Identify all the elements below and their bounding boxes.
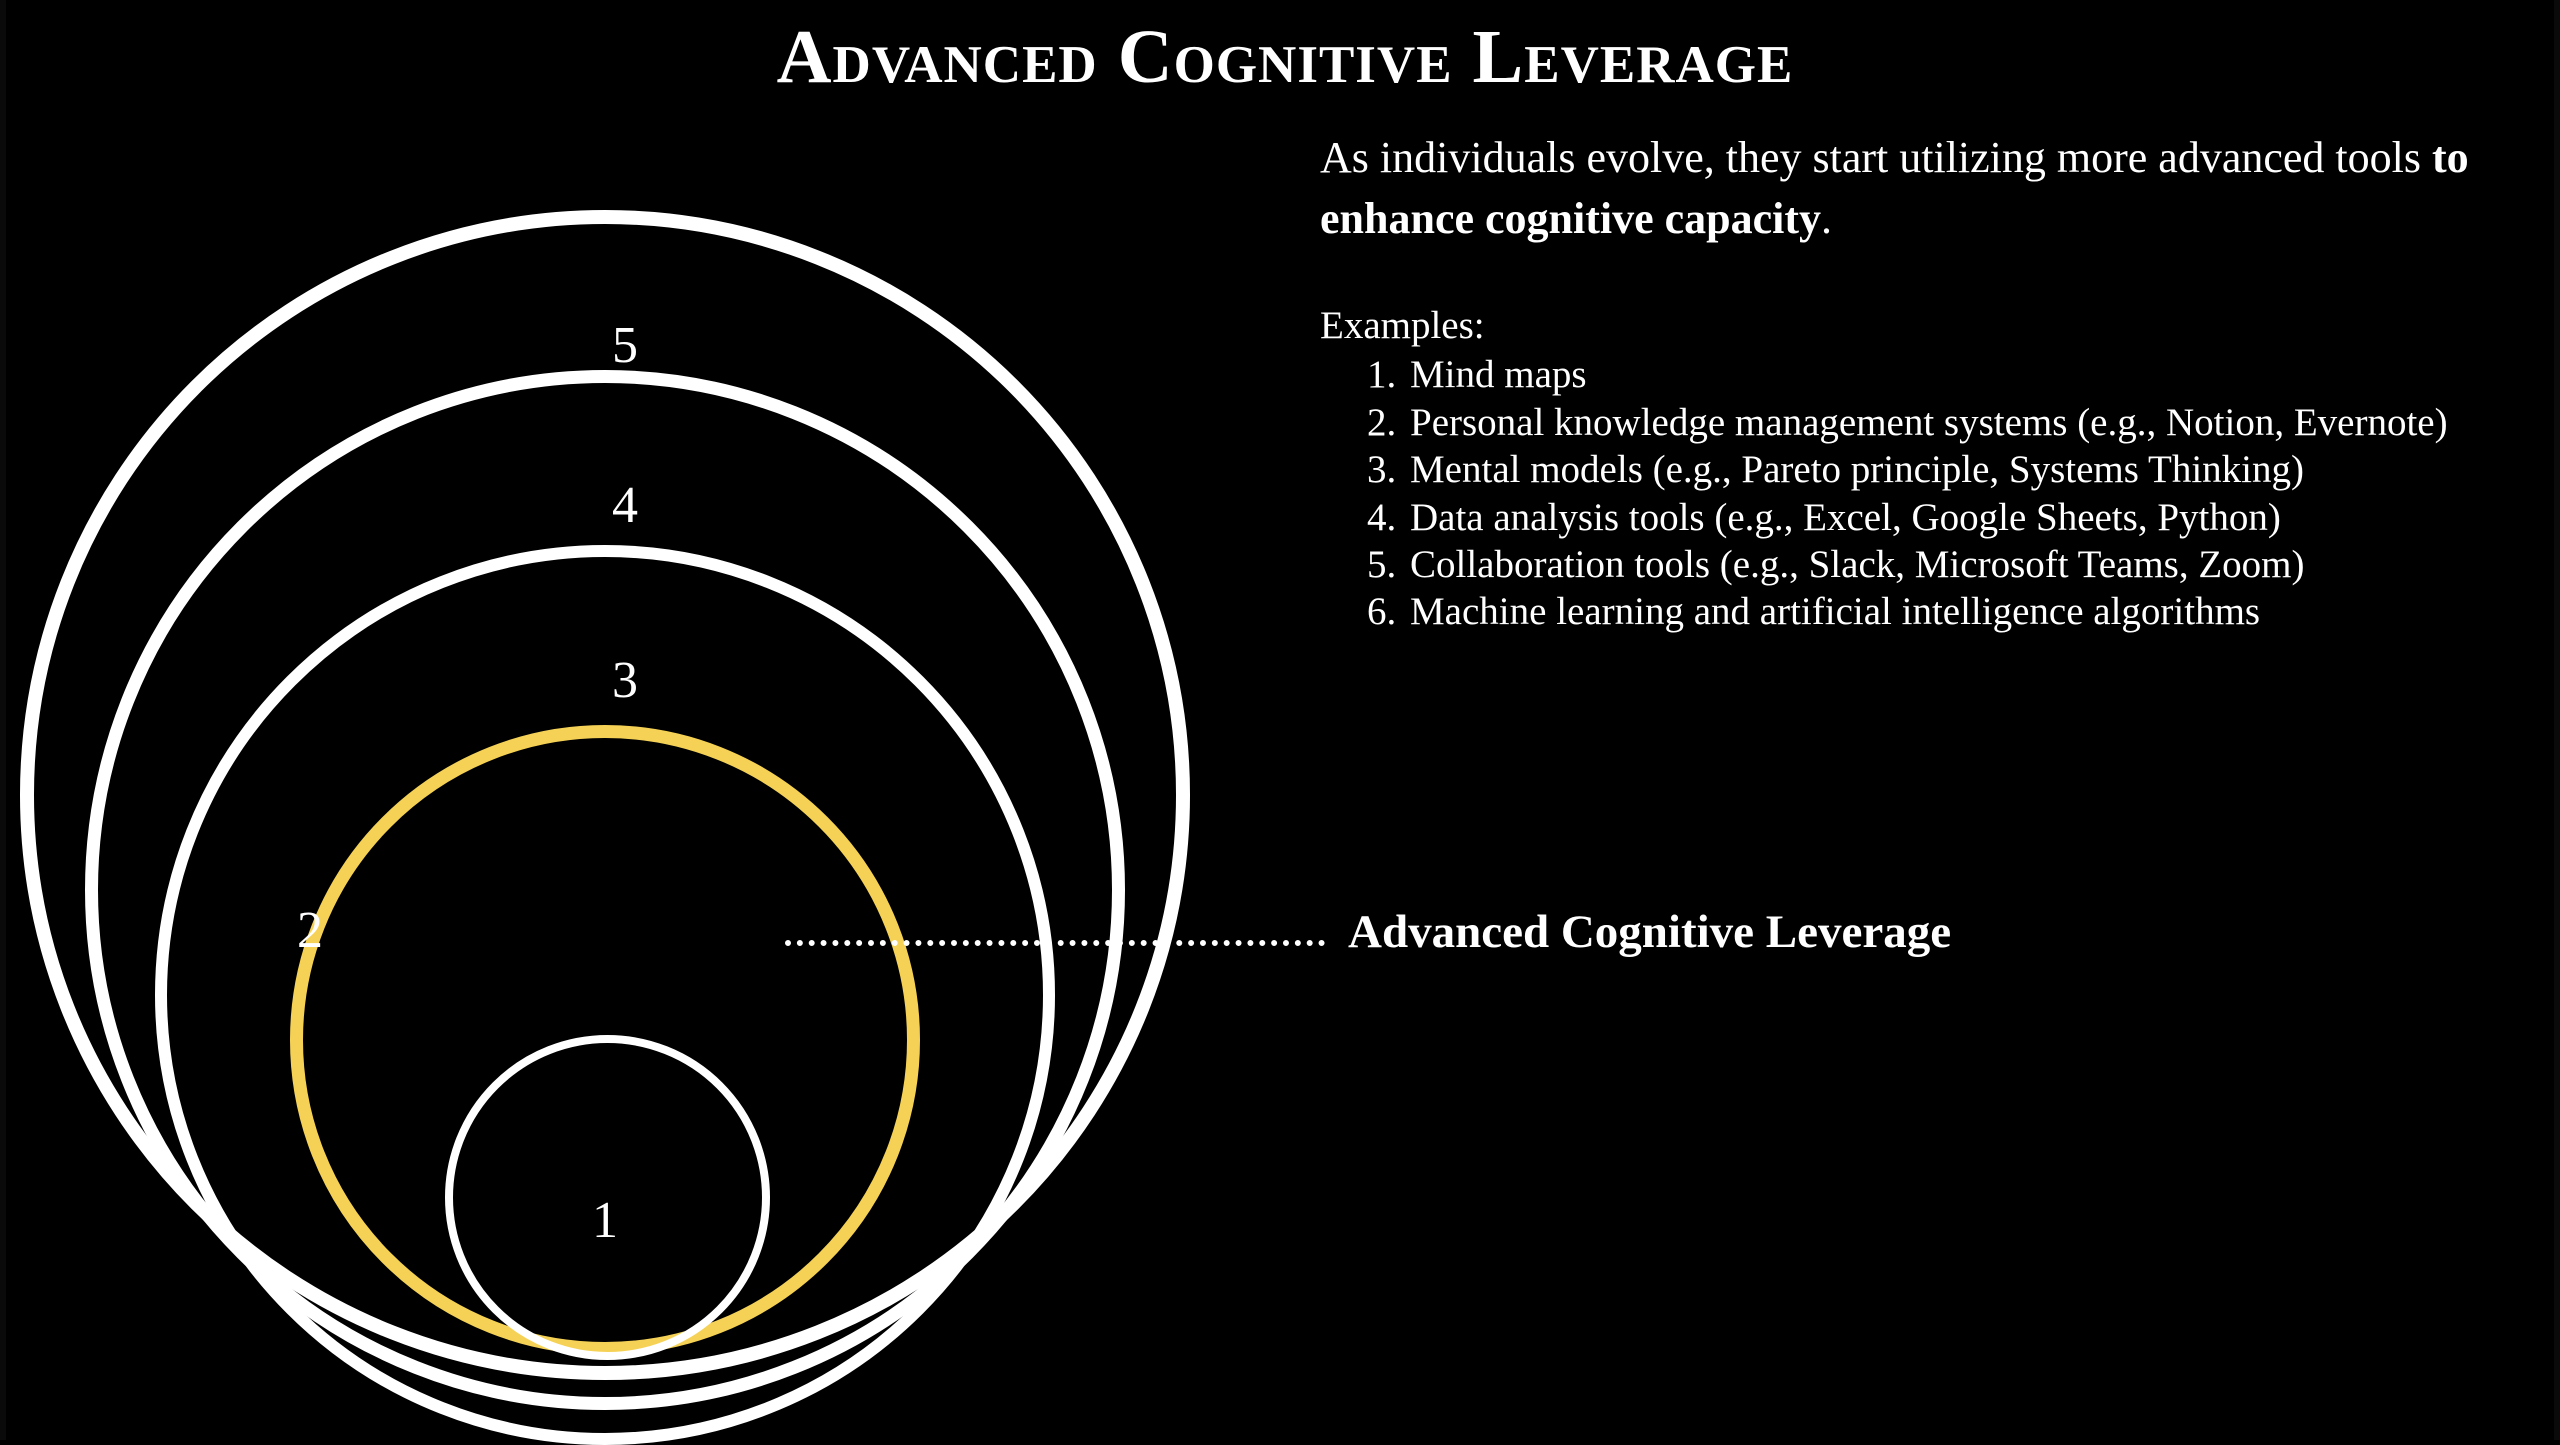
callout-label: Advanced Cognitive Leverage bbox=[1348, 906, 1952, 958]
intro-text-emphasis: to enhance cognitive capacity bbox=[1320, 133, 2469, 243]
dotted-connector-line bbox=[785, 930, 1325, 946]
examples-label: Examples: bbox=[1320, 304, 1485, 348]
ring-label-1: 1 bbox=[592, 1192, 618, 1249]
examples-list bbox=[1320, 352, 2500, 635]
content-column bbox=[1320, 128, 2500, 637]
list-item: 5. Collaboration tools (e.g., Slack, Microsoft Teams, Zoom) bbox=[1406, 542, 2500, 588]
ring-label-4: 4 bbox=[612, 477, 638, 534]
list-item: 1. Mind maps bbox=[1406, 352, 2500, 398]
concentric-rings-diagram bbox=[0, 190, 1250, 1440]
right-edge bbox=[2554, 0, 2560, 1440]
list-item: 2. Personal knowledge management systems (e.g., Notion, Evernote) bbox=[1406, 400, 2500, 446]
list-item: 6. Machine learning and artificial intelligence algorithms bbox=[1406, 589, 2500, 635]
page-title bbox=[0, 15, 2560, 99]
intro-paragraph bbox=[1320, 128, 2500, 249]
intro-text-tail: . bbox=[1821, 193, 1833, 243]
intro-text-lead: As individuals evolve, they start utilizing more advanced tools bbox=[1320, 133, 2432, 182]
list-item: 3. Mental models (e.g., Pareto principle, Systems Thinking) bbox=[1406, 447, 2500, 493]
page-title-text: Advanced Cognitive Leverage bbox=[776, 15, 1794, 99]
ring-label-2: 2 bbox=[297, 902, 323, 959]
ring-label-3: 3 bbox=[612, 652, 638, 709]
list-item: 4. Data analysis tools (e.g., Excel, Google Sheets, Python) bbox=[1406, 495, 2500, 541]
ring-label-5: 5 bbox=[612, 317, 638, 374]
